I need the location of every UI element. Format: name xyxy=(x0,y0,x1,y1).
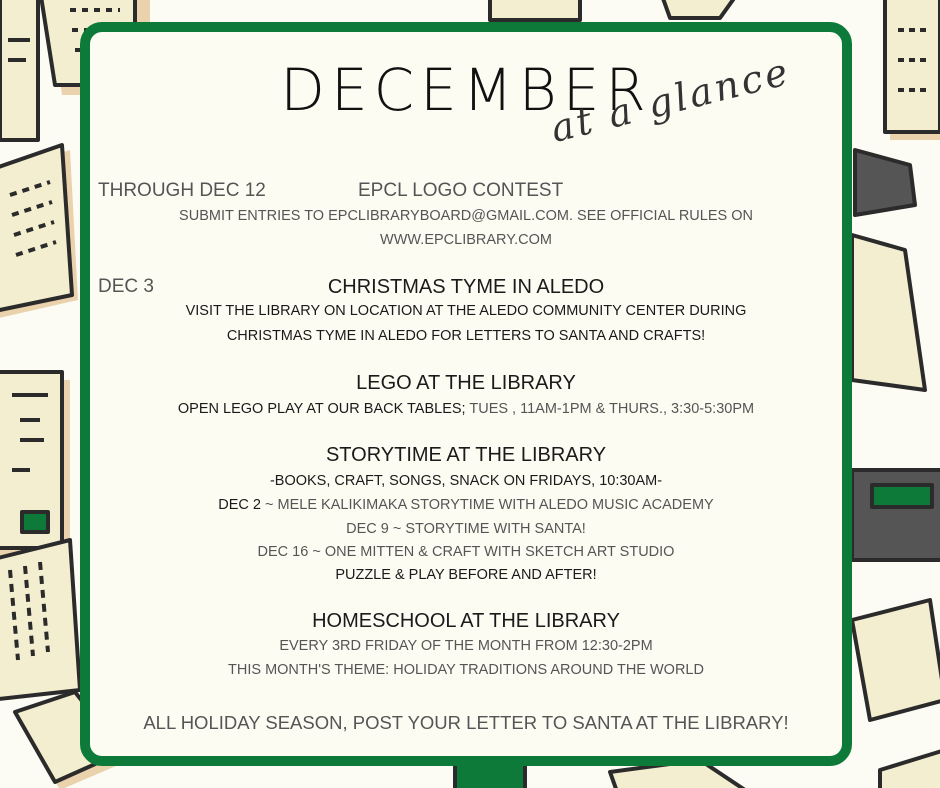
logo-contest-line1: SUBMIT ENTRIES TO EPCLIBRARYBOARD@GMAIL.COM. SEE OFFICIAL RULES ON xyxy=(179,208,753,224)
christmas-line2: CHRISTMAS TYME IN ALEDO FOR LETTERS TO SANTA AND CRAFTS! xyxy=(226,328,706,344)
storytime-dec2 xyxy=(90,497,842,513)
footer-note: ALL HOLIDAY SEASON, POST YOUR LETTER TO SANTA AT THE LIBRARY! xyxy=(143,712,789,733)
book-icon xyxy=(880,750,940,788)
lego-title: LEGO AT THE LIBRARY xyxy=(356,372,576,394)
lego-desc: OPEN LEGO PLAY AT OUR BACK TABLES; xyxy=(177,401,466,417)
lego-line xyxy=(90,401,842,417)
storytime-puzzle: PUZZLE & PLAY BEFORE AND AFTER! xyxy=(335,567,597,583)
book-icon xyxy=(0,145,78,320)
christmas-line1: VISIT THE LIBRARY ON LOCATION AT THE ALEDO COMMUNITY CENTER DURING xyxy=(185,303,747,319)
subtitle-script: at a glance xyxy=(546,49,795,151)
book-icon xyxy=(660,0,740,18)
christmas-date: DEC 3 xyxy=(98,276,154,297)
page-title: DECEMBER xyxy=(280,56,652,124)
event-card xyxy=(80,22,852,766)
book-icon xyxy=(0,372,70,560)
storytime-dec2-date: DEC 2 xyxy=(218,497,261,513)
homeschool-title: HOMESCHOOL AT THE LIBRARY xyxy=(312,610,620,632)
logo-contest-date: THROUGH DEC 12 xyxy=(98,180,266,201)
book-icon xyxy=(852,235,925,390)
storytime-line1: -BOOKS, CRAFT, SONGS, SNACK ON FRIDAYS, 10:30AM- xyxy=(269,473,663,489)
book-icon xyxy=(855,150,915,215)
book-icon xyxy=(490,0,580,20)
christmas-title: CHRISTMAS TYME IN ALEDO xyxy=(327,276,605,298)
book-icon xyxy=(852,470,940,560)
storytime-title: STORYTIME AT THE LIBRARY xyxy=(325,444,607,466)
homeschool-line2: THIS MONTH'S THEME: HOLIDAY TRADITIONS AROUND THE WORLD xyxy=(228,662,704,678)
logo-contest-line2: WWW.EPCLIBRARY.COM xyxy=(380,232,552,248)
storytime-dec16: DEC 16 ~ ONE MITTEN & CRAFT WITH SKETCH ART STUDIO xyxy=(257,544,675,560)
book-icon xyxy=(852,600,940,720)
book-icon xyxy=(0,0,38,140)
storytime-dec9: DEC 9 ~ STORYTIME WITH SANTA! xyxy=(346,521,586,537)
book-icon xyxy=(885,0,940,140)
storytime-dec2-text: ~ MELE KALIKIMAKA STORYTIME WITH ALEDO MUSIC ACADEMY xyxy=(261,497,714,513)
book-icon xyxy=(0,540,80,700)
homeschool-line1: EVERY 3RD FRIDAY OF THE MONTH FROM 12:30-2PM xyxy=(279,638,653,654)
lego-times: TUES , 11AM-1PM & THURS., 3:30-5:30PM xyxy=(465,401,755,417)
logo-contest-title: EPCL LOGO CONTEST xyxy=(358,180,564,201)
